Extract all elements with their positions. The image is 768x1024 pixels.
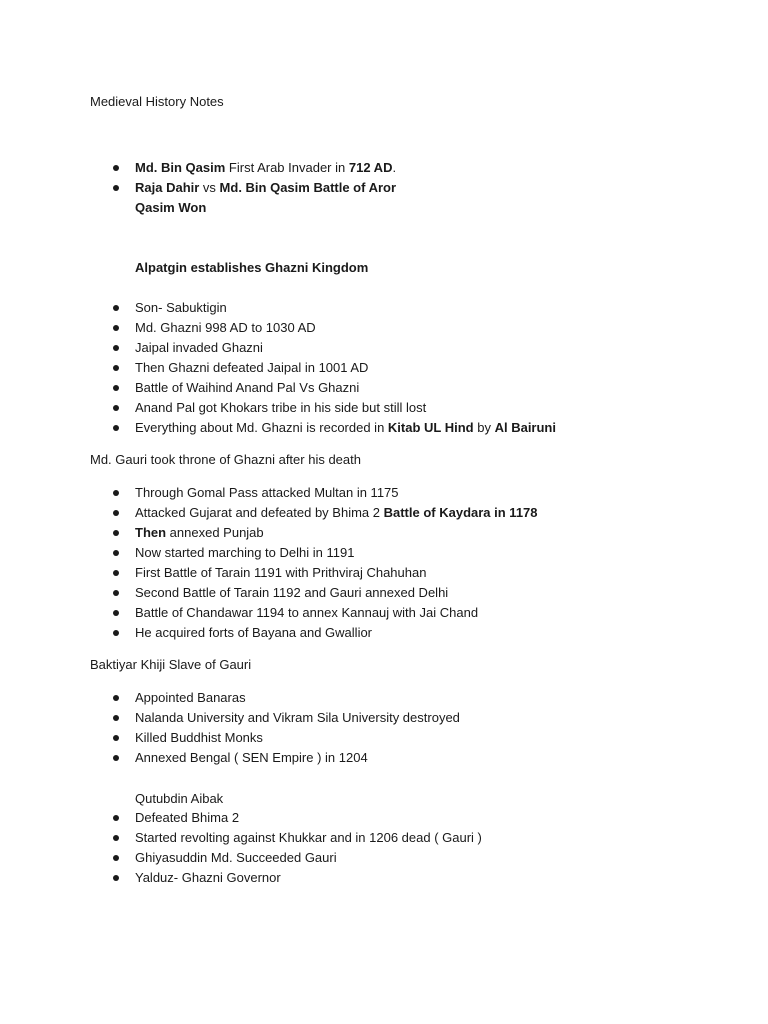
list-item: Started revolting against Khukkar and in 1206 dead ( Gauri ) bbox=[135, 830, 482, 845]
list-item: Yalduz- Ghazni Governor bbox=[135, 870, 281, 885]
section-heading bbox=[135, 260, 368, 276]
list-item: Annexed Bengal ( SEN Empire ) in 1204 bbox=[135, 750, 368, 765]
list-item: Killed Buddhist Monks bbox=[135, 730, 263, 745]
bold-text: Al Bairuni bbox=[494, 420, 556, 435]
list-item: Defeated Bhima 2 bbox=[135, 810, 240, 825]
list-item: Battle of Waihind Anand Pal Vs Ghazni bbox=[135, 380, 360, 395]
bold-text: Then bbox=[135, 525, 167, 540]
list-item: Son- Sabuktigin bbox=[135, 300, 227, 315]
bold-text: Qasim Won bbox=[135, 200, 207, 215]
bold-text: Raja Dahir bbox=[135, 180, 200, 195]
bold-text: 712 AD bbox=[348, 160, 393, 175]
text: Everything about Md. Ghazni is recorded in bbox=[135, 420, 388, 435]
list-item bbox=[135, 505, 538, 521]
list-item: Battle of Chandawar 1194 to annex Kannauj with Jai Chand bbox=[135, 605, 479, 620]
document-title: Medieval History Notes bbox=[90, 94, 224, 109]
list-item: He acquired forts of Bayana and Gwallior bbox=[135, 625, 373, 640]
list-item bbox=[135, 525, 264, 541]
list-item bbox=[135, 180, 396, 196]
list-item: Then Ghazni defeated Jaipal in 1001 AD bbox=[135, 360, 369, 375]
text: First Arab Invader in bbox=[225, 160, 349, 175]
text: annexed Punjab bbox=[166, 525, 264, 540]
list-item-continuation bbox=[135, 200, 206, 216]
list-item: Second Battle of Tarain 1192 and Gauri annexed Delhi bbox=[135, 585, 449, 600]
list-item: Jaipal invaded Ghazni bbox=[135, 340, 263, 355]
list-item: Through Gomal Pass attacked Multan in 1175 bbox=[135, 485, 399, 500]
text: Attacked Gujarat and defeated by Bhima 2 bbox=[135, 505, 384, 520]
list-item bbox=[135, 420, 556, 436]
list-item: Ghiyasuddin Md. Succeeded Gauri bbox=[135, 850, 337, 865]
list-item: Md. Ghazni 998 AD to 1030 AD bbox=[135, 320, 316, 335]
list-item: Appointed Banaras bbox=[135, 690, 246, 705]
text: . bbox=[392, 160, 397, 175]
text: vs bbox=[199, 180, 220, 195]
list-item: Nalanda University and Vikram Sila University destroyed bbox=[135, 710, 460, 725]
bold-text: Battle of Kaydara in 1178 bbox=[383, 505, 538, 520]
list-item bbox=[135, 160, 396, 176]
list-item: First Battle of Tarain 1191 with Prithviraj Chahuhan bbox=[135, 565, 427, 580]
list-item: Now started marching to Delhi in 1191 bbox=[135, 545, 355, 560]
bold-text: Alpatgin establishes Ghazni Kingdom bbox=[135, 260, 369, 275]
text: by bbox=[473, 420, 495, 435]
list-item: Anand Pal got Khokars tribe in his side but still lost bbox=[135, 400, 427, 415]
bold-text: Md. Bin Qasim Battle of Aror bbox=[219, 180, 397, 195]
section-heading: Baktiyar Khiji Slave of Gauri bbox=[90, 657, 252, 672]
bold-text: Md. Bin Qasim bbox=[135, 160, 226, 175]
bold-text: Kitab UL Hind bbox=[387, 420, 474, 435]
section-heading: Qutubdin Aibak bbox=[135, 791, 224, 806]
section-heading: Md. Gauri took throne of Ghazni after his death bbox=[90, 452, 361, 467]
